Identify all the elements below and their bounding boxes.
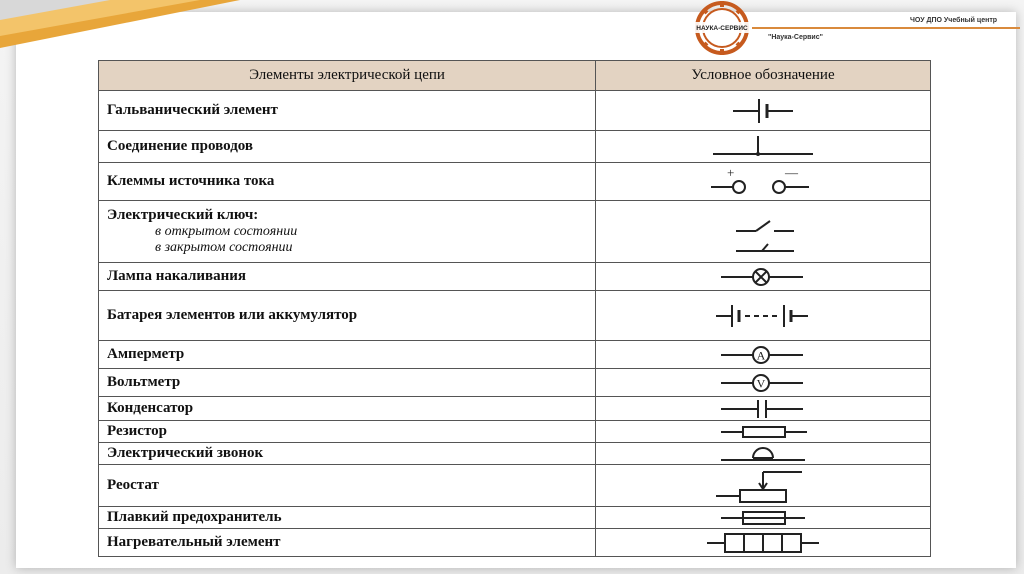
- row-name: Плавкий предохранитель: [99, 507, 596, 529]
- table-row: [99, 369, 931, 397]
- svg-text:НАУКА-СЕРВИС: НАУКА-СЕРВИС: [696, 25, 748, 32]
- lamp-icon: [713, 265, 813, 289]
- ammeter-icon: [713, 343, 813, 367]
- header-divider: [752, 27, 1020, 29]
- row-subitem: в закрытом состоянии: [155, 240, 293, 255]
- svg-text:V: V: [756, 376, 766, 390]
- svg-text:A: A: [756, 348, 766, 362]
- column-header-symbol: Условное обозначение: [596, 61, 931, 91]
- row-name: Вольтметр: [99, 369, 596, 397]
- terminals-icon: [703, 165, 823, 199]
- row-name: Конденсатор: [99, 397, 596, 421]
- table-row: [99, 163, 931, 201]
- table-row: [99, 91, 931, 131]
- row-name: Электрический ключ:: [107, 207, 259, 223]
- row-name: Батарея элементов или аккумулятор: [99, 291, 596, 341]
- row-name: Лампа накаливания: [99, 263, 596, 291]
- table-row: [99, 529, 931, 557]
- wire-junction-icon: [703, 133, 823, 161]
- resistor-icon: [713, 422, 813, 442]
- capacitor-icon: [713, 398, 813, 420]
- table-row: [99, 291, 931, 341]
- column-header-elements: Элементы электрической цепи: [99, 61, 596, 91]
- row-name: Резистор: [99, 421, 596, 443]
- table-row: [99, 421, 931, 443]
- organization-name: ЧОУ ДПО Учебный центр: [910, 17, 998, 24]
- switch-icon: [718, 207, 808, 257]
- row-name: Электрический звонок: [99, 443, 596, 465]
- row-subitem: в открытом состоянии: [155, 224, 298, 239]
- galvanic-cell-icon: [723, 94, 803, 128]
- row-name: Клеммы источника тока: [99, 163, 596, 201]
- battery-icon: [708, 299, 818, 333]
- symbols-table: [98, 60, 931, 557]
- table-row: [99, 397, 931, 421]
- table-row: [99, 201, 931, 263]
- table-header: [99, 61, 931, 91]
- table-row: [99, 443, 931, 465]
- heater-icon: [703, 531, 823, 555]
- table-row: [99, 465, 931, 507]
- voltmeter-icon: [713, 371, 813, 395]
- table-row: [99, 507, 931, 529]
- row-name: Амперметр: [99, 341, 596, 369]
- table-row: [99, 263, 931, 291]
- fuse-icon: [713, 508, 813, 528]
- company-logo: [692, 0, 752, 56]
- table-row: [99, 131, 931, 163]
- row-name: Реостат: [99, 465, 596, 507]
- organization-subtitle: "Наука-Сервис": [768, 34, 823, 41]
- bell-icon: [713, 444, 813, 464]
- row-name: Нагревательный элемент: [99, 529, 596, 557]
- svg-text:+: +: [727, 164, 735, 180]
- row-name: Соединение проводов: [99, 131, 596, 163]
- svg-text:—: —: [785, 164, 798, 180]
- corner-decoration: [0, 0, 240, 60]
- table-row: [99, 341, 931, 369]
- row-name: Гальванический элемент: [99, 91, 596, 131]
- rheostat-icon: [708, 466, 818, 506]
